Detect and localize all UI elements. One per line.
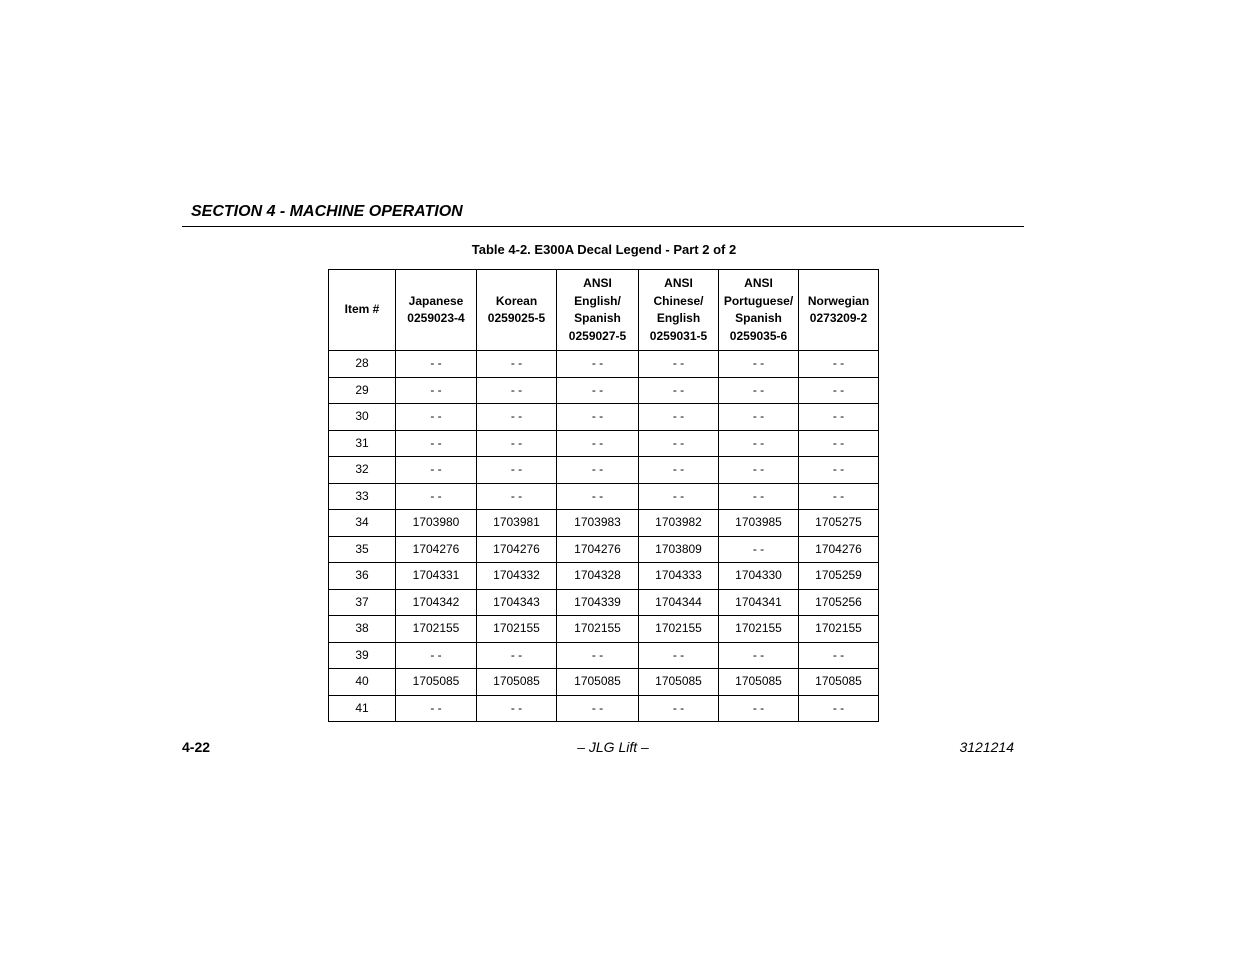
part-number-cell: - - (799, 695, 879, 722)
part-number-cell: 1705275 (799, 510, 879, 537)
part-number-cell: 1704331 (396, 563, 477, 590)
table-body (329, 351, 879, 722)
part-number-cell: - - (477, 457, 557, 484)
part-number-cell: 1704330 (719, 563, 799, 590)
column-header-line: Portuguese/ (723, 293, 794, 308)
header-divider (182, 226, 1024, 227)
part-number-cell: 1705259 (799, 563, 879, 590)
part-number-cell: 1704276 (799, 536, 879, 563)
column-header (639, 270, 719, 351)
part-number-cell: - - (799, 404, 879, 431)
table-caption: Table 4-2. E300A Decal Legend - Part 2 of 2 (471, 242, 737, 257)
part-number-cell: 1704328 (557, 563, 639, 590)
part-number-cell: - - (719, 642, 799, 669)
part-number-cell: - - (799, 483, 879, 510)
part-number-cell: - - (557, 695, 639, 722)
part-number-cell: 1705085 (639, 669, 719, 696)
column-header-line: Spanish (735, 311, 782, 325)
part-number-cell: - - (557, 483, 639, 510)
item-number-cell: 28 (329, 351, 396, 378)
table-row (329, 616, 879, 643)
column-header-line: Japanese (408, 293, 464, 308)
part-number-cell: - - (719, 351, 799, 378)
table-header-row (329, 270, 879, 351)
part-number-cell: - - (799, 642, 879, 669)
part-number-cell: 1705256 (799, 589, 879, 616)
decal-legend-table (328, 269, 879, 722)
item-number-cell: 32 (329, 457, 396, 484)
column-header-line: 0259035-6 (729, 328, 788, 343)
table-row (329, 589, 879, 616)
part-number-cell: - - (719, 536, 799, 563)
part-number-cell: - - (639, 377, 719, 404)
part-number-cell: 1704276 (477, 536, 557, 563)
part-number-cell: 1702155 (799, 616, 879, 643)
column-header-line: Item # (344, 302, 380, 317)
part-number-cell: 1702155 (477, 616, 557, 643)
part-number-cell: - - (557, 457, 639, 484)
part-number-cell: - - (639, 430, 719, 457)
table-row (329, 430, 879, 457)
part-number-cell: - - (799, 351, 879, 378)
table-row (329, 642, 879, 669)
column-header-line: Korean (495, 293, 538, 308)
item-number-cell: 30 (329, 404, 396, 431)
part-number-cell: 1702155 (639, 616, 719, 643)
part-number-cell: - - (719, 377, 799, 404)
column-header-line: ANSI (744, 276, 773, 290)
part-number-cell: 1704344 (639, 589, 719, 616)
part-number-cell: - - (639, 351, 719, 378)
table-row (329, 669, 879, 696)
part-number-cell: 1704276 (557, 536, 639, 563)
column-header (477, 270, 557, 351)
part-number-cell: 1704341 (719, 589, 799, 616)
part-number-cell: - - (799, 430, 879, 457)
item-number-cell: 39 (329, 642, 396, 669)
part-number-cell: 1705085 (719, 669, 799, 696)
part-number-cell: - - (719, 695, 799, 722)
table-row (329, 377, 879, 404)
column-header-line: 0259031-5 (649, 328, 708, 343)
section-title: SECTION 4 - MACHINE OPERATION (191, 203, 463, 220)
part-number-cell: - - (639, 404, 719, 431)
part-number-cell: - - (557, 377, 639, 404)
part-number-cell: 1704333 (639, 563, 719, 590)
table-row (329, 483, 879, 510)
part-number-cell: 1704343 (477, 589, 557, 616)
part-number-cell: - - (639, 483, 719, 510)
part-number-cell: - - (557, 404, 639, 431)
part-number-cell: 1703809 (639, 536, 719, 563)
part-number-cell: - - (799, 457, 879, 484)
part-number-cell: - - (719, 430, 799, 457)
page-number: 4-22 (182, 739, 211, 755)
part-number-cell: 1702155 (719, 616, 799, 643)
part-number-cell: 1703980 (396, 510, 477, 537)
column-header-line: English (656, 311, 701, 325)
part-number-cell: 1703982 (639, 510, 719, 537)
part-number-cell: 1704339 (557, 589, 639, 616)
part-number-cell: 1702155 (396, 616, 477, 643)
column-header (329, 270, 396, 351)
column-header (396, 270, 477, 351)
part-number-cell: 1705085 (396, 669, 477, 696)
part-number-cell: 1704342 (396, 589, 477, 616)
table-row (329, 351, 879, 378)
item-number-cell: 40 (329, 669, 396, 696)
part-number-cell: 1704332 (477, 563, 557, 590)
column-header-line: ANSI (583, 276, 612, 290)
column-header-line: English/ (574, 293, 621, 308)
part-number-cell: - - (639, 695, 719, 722)
part-number-cell: - - (557, 642, 639, 669)
part-number-cell: - - (477, 430, 557, 457)
table-row (329, 536, 879, 563)
column-header-line: Chinese/ (653, 293, 704, 308)
column-header-line: 0273209-2 (809, 311, 868, 325)
part-number-cell: 1705085 (477, 669, 557, 696)
column-header-line: 0259023-4 (407, 311, 465, 325)
part-number-cell: - - (639, 457, 719, 484)
part-number-cell: - - (477, 695, 557, 722)
part-number-cell: 1705085 (557, 669, 639, 696)
column-header-line: 0259027-5 (568, 328, 627, 343)
part-number-cell: - - (477, 404, 557, 431)
item-number-cell: 29 (329, 377, 396, 404)
part-number-cell: - - (477, 351, 557, 378)
part-number-cell: - - (396, 695, 477, 722)
item-number-cell: 37 (329, 589, 396, 616)
item-number-cell: 35 (329, 536, 396, 563)
part-number-cell: - - (396, 457, 477, 484)
part-number-cell: - - (396, 377, 477, 404)
part-number-cell: 1705085 (799, 669, 879, 696)
part-number-cell: 1702155 (557, 616, 639, 643)
column-header (799, 270, 879, 351)
part-number-cell: - - (396, 483, 477, 510)
part-number-cell: - - (477, 483, 557, 510)
table-row (329, 563, 879, 590)
column-header (557, 270, 639, 351)
column-header-line: 0259025-5 (487, 311, 546, 325)
part-number-cell: - - (396, 642, 477, 669)
item-number-cell: 33 (329, 483, 396, 510)
part-number-cell: - - (719, 457, 799, 484)
part-number-cell: - - (557, 351, 639, 378)
part-number-cell: - - (396, 430, 477, 457)
item-number-cell: 34 (329, 510, 396, 537)
table-row (329, 510, 879, 537)
column-header (719, 270, 799, 351)
part-number-cell: - - (799, 377, 879, 404)
part-number-cell: 1703985 (719, 510, 799, 537)
column-header-line: Spanish (574, 311, 621, 325)
part-number-cell: - - (396, 404, 477, 431)
part-number-cell: - - (477, 642, 557, 669)
part-number-cell: - - (396, 351, 477, 378)
item-number-cell: 41 (329, 695, 396, 722)
part-number-cell: - - (639, 642, 719, 669)
part-number-cell: 1703983 (557, 510, 639, 537)
part-number-cell: - - (477, 377, 557, 404)
part-number-cell: - - (719, 404, 799, 431)
table-row (329, 695, 879, 722)
footer-center-text: – JLG Lift – (577, 739, 649, 755)
item-number-cell: 31 (329, 430, 396, 457)
item-number-cell: 38 (329, 616, 396, 643)
column-header-line: ANSI (664, 276, 693, 290)
item-number-cell: 36 (329, 563, 396, 590)
part-number-cell: - - (719, 483, 799, 510)
column-header-line: Norwegian (807, 293, 870, 308)
table-row (329, 457, 879, 484)
part-number-cell: - - (557, 430, 639, 457)
document-number: 3121214 (959, 739, 1014, 755)
part-number-cell: 1703981 (477, 510, 557, 537)
table-row (329, 404, 879, 431)
part-number-cell: 1704276 (396, 536, 477, 563)
